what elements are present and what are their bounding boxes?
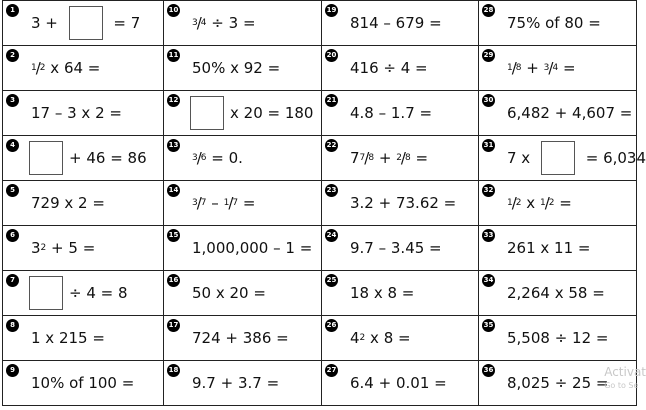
problem-number-badge: 30 <box>482 94 495 107</box>
problem-cell <box>164 46 322 91</box>
problem-number-badge: 34 <box>482 274 495 287</box>
problem-cell <box>164 136 322 181</box>
grid-row <box>3 181 637 226</box>
problem-number-badge: 1 <box>6 4 19 17</box>
expression-text: = 0. <box>206 149 243 167</box>
problem-expression <box>350 239 442 257</box>
fraction: 7 / 8 <box>359 149 375 167</box>
expression-text: 18 x 8 = <box>350 284 415 302</box>
problem-cell <box>3 46 164 91</box>
expression-text: ÷ 4 = 8 <box>69 284 128 302</box>
problem-number-badge: 23 <box>325 184 338 197</box>
expression-text: 814 – 679 = <box>350 14 442 32</box>
problem-expression: 3 2 + 5 = <box>31 239 96 257</box>
problem-expression <box>31 194 105 212</box>
problem-number-badge: 10 <box>167 4 180 17</box>
problem-cell <box>479 136 646 181</box>
problem-number-badge: 27 <box>325 364 338 377</box>
problem-cell <box>322 181 479 226</box>
problem-number-badge: 16 <box>167 274 180 287</box>
expression-text: 729 x 2 = <box>31 194 105 212</box>
expression-text: x 64 = <box>45 59 101 77</box>
expression-text: – <box>206 194 224 212</box>
grid-row <box>3 316 637 361</box>
expression-text: = <box>238 194 256 212</box>
answer-box[interactable] <box>29 276 63 310</box>
fraction: 1 / 7 <box>223 194 239 212</box>
grid-row <box>3 1 637 46</box>
problem-expression <box>31 329 105 347</box>
problem-expression <box>192 284 266 302</box>
expression-text: = 7 <box>108 14 141 32</box>
expression-text: x 8 = <box>365 329 411 347</box>
problem-number-badge: 18 <box>167 364 180 377</box>
problem-number-badge: 31 <box>482 139 495 152</box>
expression-text: 724 + 386 = <box>192 329 289 347</box>
activation-watermark <box>604 366 646 392</box>
problem-number-badge: 3 <box>6 94 19 107</box>
answer-box[interactable] <box>541 141 575 175</box>
problem-expression <box>31 6 140 40</box>
grid-row <box>3 46 637 91</box>
fraction: 3 / 7 <box>192 194 207 212</box>
fraction-slash: / <box>196 14 202 32</box>
expression-text: 3 <box>31 239 41 257</box>
expression-text: 9.7 – 3.45 = <box>350 239 442 257</box>
expression-text: 261 x 11 = <box>507 239 591 257</box>
problem-cell <box>3 136 164 181</box>
problem-expression <box>507 141 646 175</box>
problem-number-badge: 21 <box>325 94 338 107</box>
problem-cell <box>479 46 637 91</box>
problem-expression <box>192 96 313 130</box>
problem-expression <box>350 284 414 302</box>
problem-cell <box>3 226 164 271</box>
problem-expression <box>350 59 428 77</box>
problem-expression <box>192 194 255 212</box>
problem-number-badge: 11 <box>167 49 180 62</box>
expression-text: 3.2 + 73.62 = <box>350 194 457 212</box>
expression-text: x <box>521 194 540 212</box>
expression-text: = <box>558 59 576 77</box>
grid-row <box>3 271 637 316</box>
problem-expression <box>31 374 134 392</box>
problem-cell <box>479 91 637 136</box>
answer-box[interactable] <box>69 6 103 40</box>
fraction: 3 / 6 <box>192 149 207 167</box>
expression-text: 50% x 92 = <box>192 59 281 77</box>
expression-text: 6,482 + 4,607 = <box>507 104 633 122</box>
expression-text: = <box>554 194 572 212</box>
problem-expression <box>350 194 456 212</box>
problem-expression <box>192 374 279 392</box>
expression-text: 50 x 20 = <box>192 284 266 302</box>
problem-number-badge: 5 <box>6 184 19 197</box>
watermark-line-1: Activat <box>604 365 646 379</box>
fraction-slash: / <box>511 59 517 77</box>
grid-row <box>3 91 637 136</box>
problem-cell <box>3 271 164 316</box>
fraction: 1 / 2 <box>31 59 46 77</box>
problem-number-badge: 24 <box>325 229 338 242</box>
problem-expression <box>507 329 608 347</box>
expression-text: + <box>521 59 544 77</box>
problem-number-badge: 2 <box>6 49 19 62</box>
problem-expression <box>350 374 447 392</box>
problem-cell <box>479 316 637 361</box>
expression-text: 10% of 100 = <box>31 374 135 392</box>
problem-expression <box>192 329 289 347</box>
problem-cell <box>479 271 637 316</box>
expression-text: 416 ÷ 4 = <box>350 59 428 77</box>
expression-text: + 5 = <box>46 239 96 257</box>
problem-expression <box>507 284 605 302</box>
problem-expression <box>507 374 608 392</box>
answer-box[interactable] <box>190 96 224 130</box>
problem-number-badge: 33 <box>482 229 495 242</box>
fraction-slash: / <box>511 194 517 212</box>
problem-cell <box>164 91 322 136</box>
problem-expression: 4 2 x 8 = <box>350 329 411 347</box>
expression-text: 1,000,000 – 1 = <box>192 239 313 257</box>
problem-number-badge: 7 <box>6 274 19 287</box>
expression-text: + <box>374 149 397 167</box>
answer-box[interactable] <box>29 141 63 175</box>
expression-text: 2,264 x 58 = <box>507 284 605 302</box>
problem-expression <box>507 194 572 212</box>
fraction-slash: / <box>548 59 554 77</box>
problem-cell <box>322 316 479 361</box>
problem-number-badge: 29 <box>482 49 495 62</box>
fraction: 3 / 4 <box>543 59 559 77</box>
problem-expression <box>192 14 256 32</box>
problem-expression <box>507 104 632 122</box>
problem-number-badge: 17 <box>167 319 180 332</box>
problem-expression <box>192 59 280 77</box>
watermark-line-2: Go to Se <box>604 381 639 390</box>
problem-number-badge: 12 <box>167 94 180 107</box>
problem-cell <box>164 361 322 406</box>
problem-cell <box>3 316 164 361</box>
expression-text: 3 + <box>31 14 63 32</box>
problem-cell <box>164 226 322 271</box>
expression-text: 7 <box>350 149 360 167</box>
problem-number-badge: 22 <box>325 139 338 152</box>
expression-text: 7 x <box>507 149 535 167</box>
problem-cell <box>479 181 637 226</box>
expression-text: x 20 = 180 <box>230 104 314 122</box>
problem-number-badge: 36 <box>482 364 495 377</box>
problem-expression <box>507 239 590 257</box>
expression-text: ÷ 3 = <box>206 14 256 32</box>
expression-text: = 6,034 <box>580 149 646 167</box>
problem-expression <box>192 149 243 167</box>
problem-cell <box>164 1 322 46</box>
problem-number-badge: 9 <box>6 364 19 377</box>
problem-cell <box>322 46 479 91</box>
problem-expression <box>507 14 601 32</box>
grid-row <box>3 226 637 271</box>
problem-number-badge: 4 <box>6 139 19 152</box>
fraction-slash: / <box>228 194 234 212</box>
expression-text: 4 <box>350 329 360 347</box>
problem-expression <box>350 14 442 32</box>
problem-number-badge: 26 <box>325 319 338 332</box>
problem-cell <box>322 136 479 181</box>
expression-text: 1 x 215 = <box>31 329 105 347</box>
problem-cell <box>3 181 164 226</box>
expression-text: 5,508 ÷ 12 = <box>507 329 609 347</box>
problem-cell <box>164 271 322 316</box>
fraction-slash: / <box>196 194 202 212</box>
problem-expression <box>31 141 147 175</box>
problem-cell <box>322 271 479 316</box>
problem-number-badge: 19 <box>325 4 338 17</box>
problem-number-badge: 15 <box>167 229 180 242</box>
grid-row <box>3 136 637 181</box>
fraction-slash: / <box>364 149 370 167</box>
problem-cell <box>3 1 164 46</box>
expression-text: 75% of 80 = <box>507 14 601 32</box>
problem-number-badge: 8 <box>6 319 19 332</box>
problem-expression <box>350 104 432 122</box>
problem-expression <box>507 59 576 77</box>
problem-number-badge: 25 <box>325 274 338 287</box>
problem-expression <box>31 104 122 122</box>
worksheet-grid <box>2 0 646 406</box>
fraction: 1 / 2 <box>539 194 555 212</box>
problem-cell <box>322 1 479 46</box>
fraction-slash: / <box>196 149 202 167</box>
fraction: 3 / 4 <box>192 14 207 32</box>
fraction-slash: / <box>544 194 550 212</box>
expression-text: 6.4 + 0.01 = <box>350 374 447 392</box>
problem-expression <box>31 276 128 310</box>
grid-row <box>3 361 637 406</box>
fraction: 1 / 8 <box>507 59 522 77</box>
problem-number-badge: 32 <box>482 184 495 197</box>
problem-cell <box>164 181 322 226</box>
problem-cell <box>3 91 164 136</box>
problem-expression <box>350 149 428 167</box>
problem-cell <box>322 226 479 271</box>
expression-text: + 46 = 86 <box>69 149 147 167</box>
fraction: 2 / 8 <box>396 149 411 167</box>
fraction: 1 / 2 <box>507 194 522 212</box>
problem-expression <box>192 239 312 257</box>
expression-text: = <box>410 149 429 167</box>
problem-number-badge: 14 <box>167 184 180 197</box>
problem-number-badge: 35 <box>482 319 495 332</box>
problem-cell <box>164 316 322 361</box>
fraction-slash: / <box>400 149 406 167</box>
problem-cell <box>479 226 637 271</box>
problem-cell <box>479 1 637 46</box>
problem-number-badge: 28 <box>482 4 495 17</box>
expression-text: 17 – 3 x 2 = <box>31 104 122 122</box>
problem-number-badge: 13 <box>167 139 180 152</box>
problem-number-badge: 6 <box>6 229 19 242</box>
problem-cell <box>322 361 479 406</box>
problem-cell <box>3 361 164 406</box>
problem-number-badge: 20 <box>325 49 338 62</box>
problem-expression <box>31 59 100 77</box>
expression-text: 4.8 – 1.7 = <box>350 104 433 122</box>
fraction-slash: / <box>35 59 41 77</box>
expression-text: 9.7 + 3.7 = <box>192 374 280 392</box>
expression-text: 8,025 ÷ 25 = <box>507 374 609 392</box>
problem-cell <box>322 91 479 136</box>
